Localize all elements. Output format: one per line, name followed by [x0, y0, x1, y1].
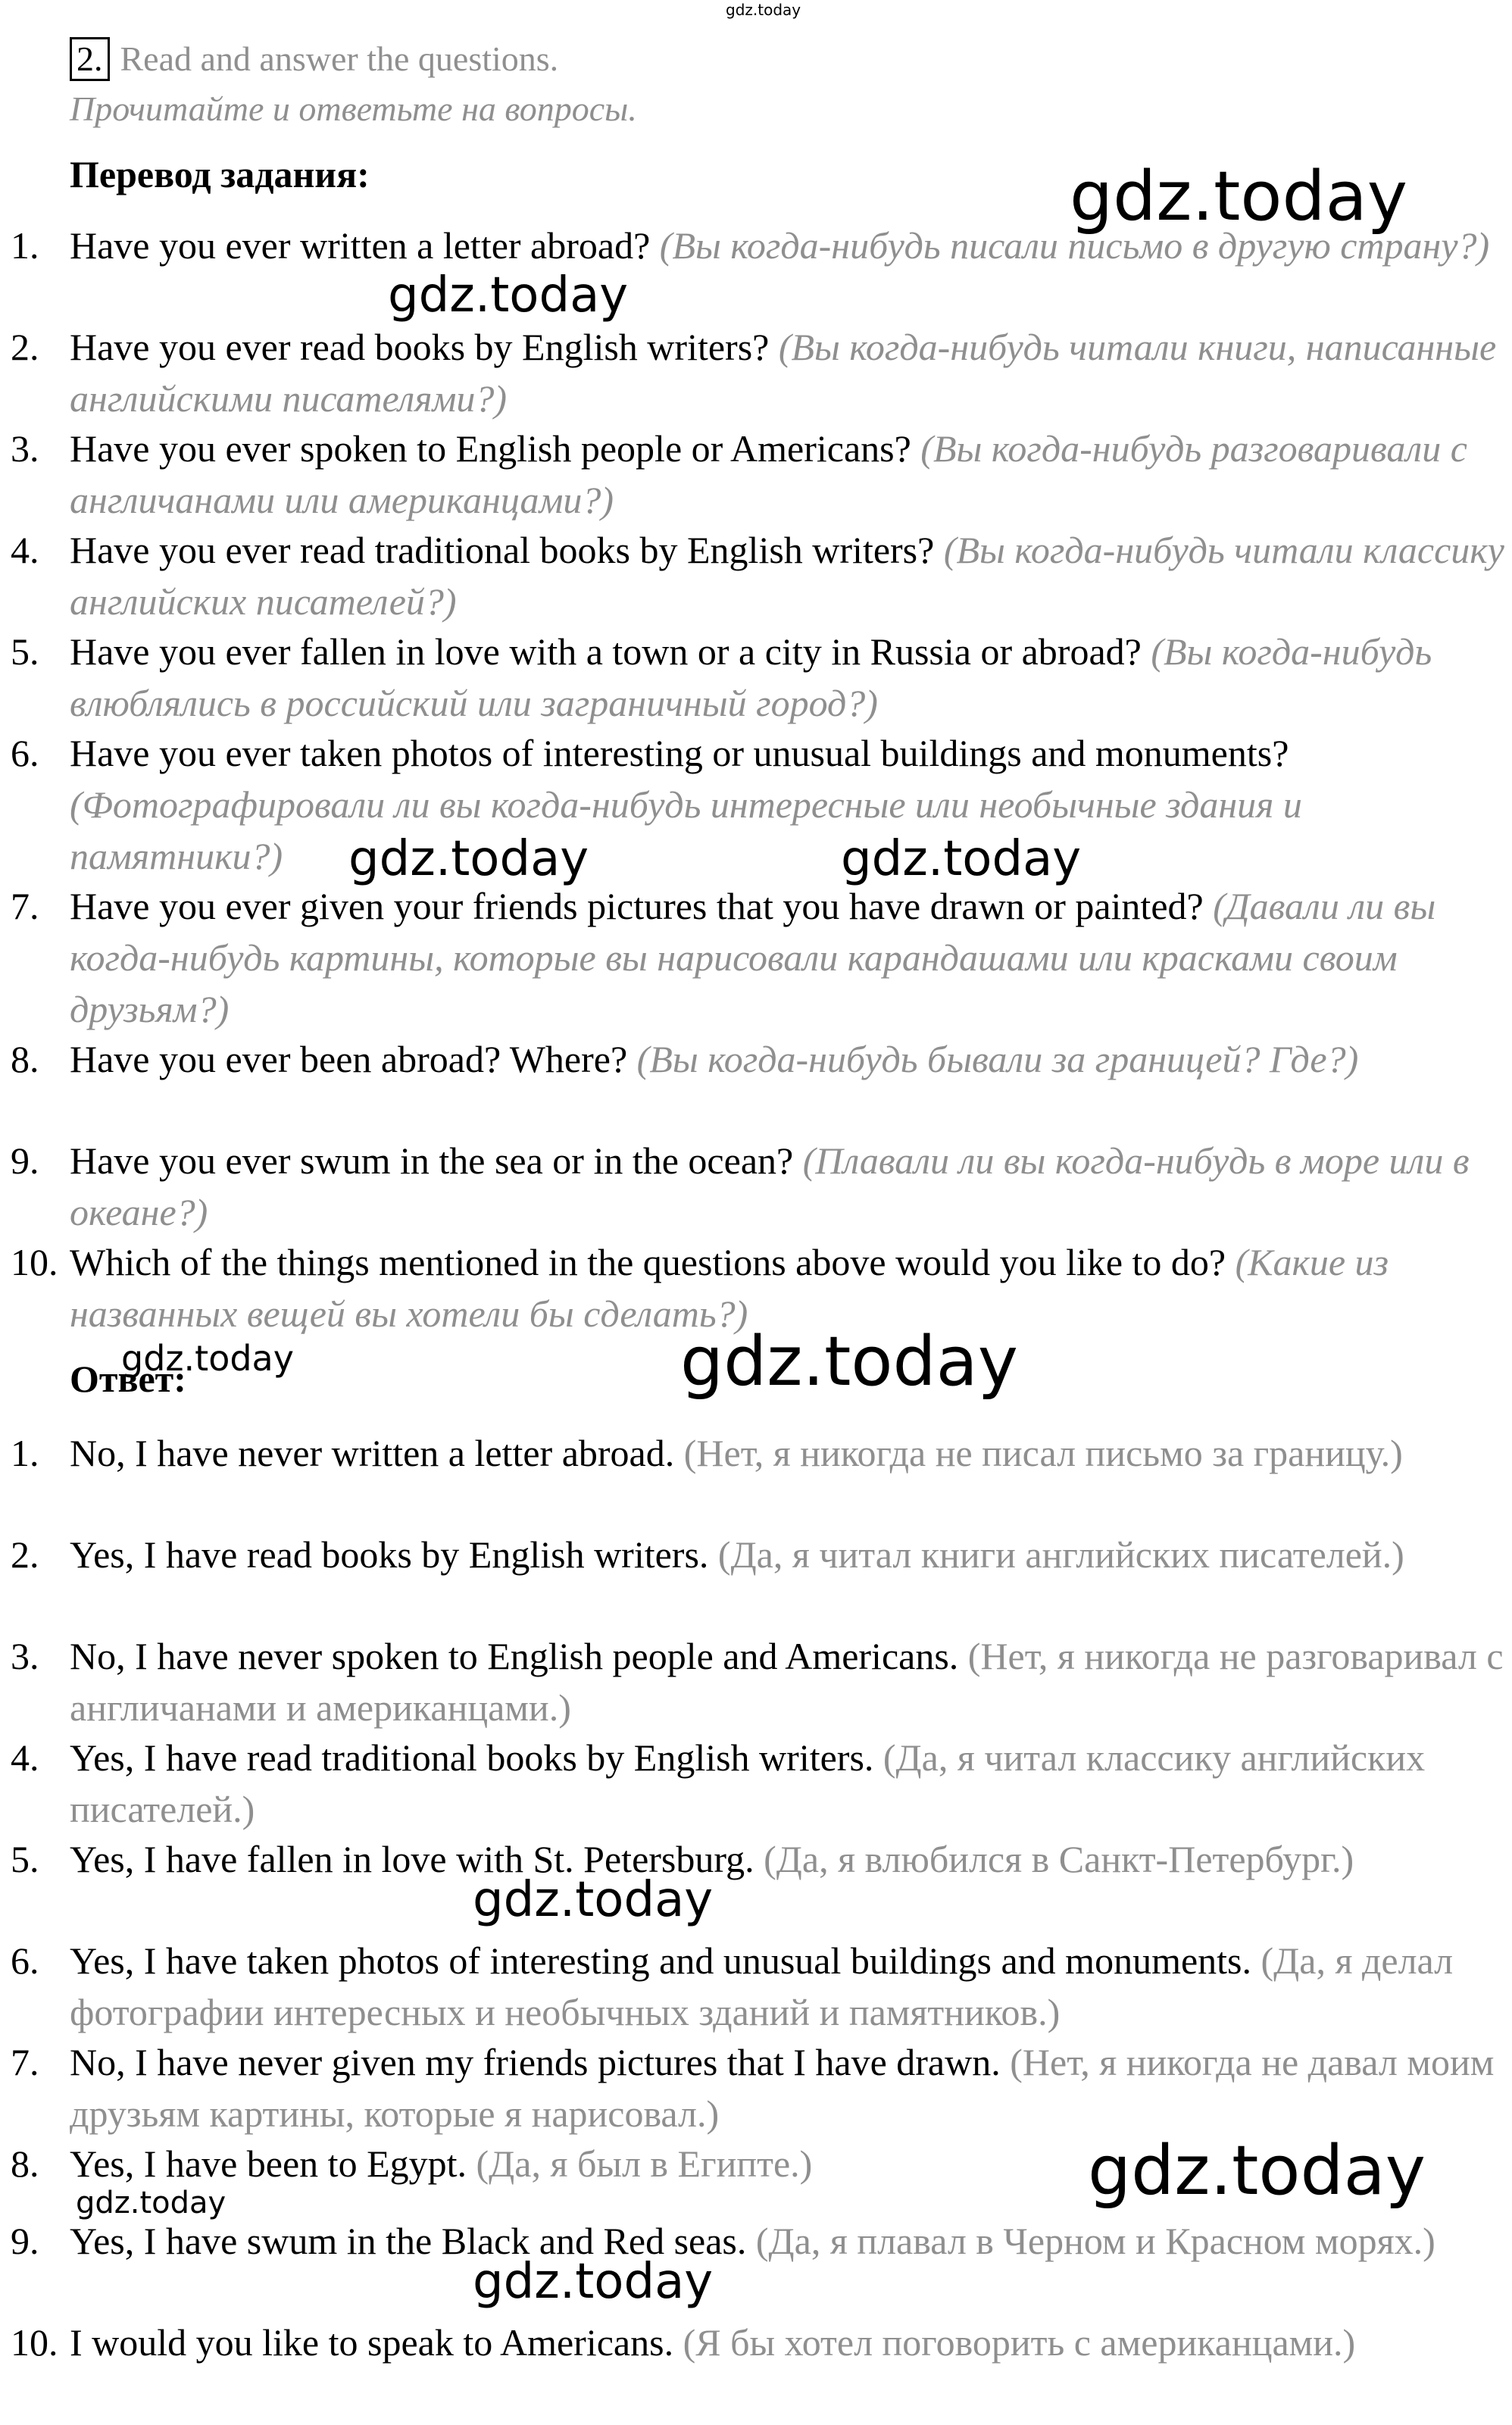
question-text: Have you ever taken photos of interesting or unusual buildings and monuments? (Фотографировали ли вы когда-нибудь интересные или необычные здания и памятники?): [70, 732, 1302, 877]
question-number: 10.: [11, 1241, 58, 1283]
watermark: gdz.today: [680, 1322, 1019, 1402]
question-number: 1.: [11, 224, 39, 267]
question-number: 8.: [11, 1038, 39, 1080]
watermark: gdz.today: [1070, 157, 1408, 236]
watermark: gdz.today: [1088, 2131, 1426, 2211]
question-number: 5.: [11, 630, 39, 673]
answer-number: 8.: [11, 2142, 39, 2185]
answer-number: 2.: [11, 1533, 39, 1576]
task-number: 2.: [70, 37, 110, 81]
question-text: Have you ever spoken to English people or Americans? (Вы когда-нибудь разговаривали с англичанами или американцами?): [70, 427, 1467, 521]
question-text: Which of the things mentioned in the questions above would you like to do? (Какие из названных вещей вы хотели бы сделать?): [70, 1241, 1389, 1335]
answer-text: Yes, I have read traditional books by English writers. (Да, я читал классику английских писателей.): [70, 1736, 1426, 1830]
question-text: Have you ever been abroad? Where? (Вы когда-нибудь бывали за границей? Где?): [70, 1038, 1359, 1080]
watermark: gdz.today: [388, 267, 629, 323]
watermark: gdz.today: [473, 1872, 714, 1928]
watermark: gdz.today: [726, 1, 801, 19]
question-text: Have you ever read traditional books by English writers? (Вы когда-нибудь читали классику английских писателей?): [70, 529, 1504, 623]
question-number: 4.: [11, 529, 39, 571]
answer-number: 7.: [11, 2041, 39, 2083]
answer-text: Yes, I have taken photos of interesting and unusual buildings and monuments. (Да, я делал фотографии интересных и необычных зданий и памятников.): [70, 1939, 1454, 2033]
question-number: 3.: [11, 427, 39, 470]
answer-text: Yes, I have been to Egypt. (Да, я был в Египте.): [70, 2142, 813, 2185]
question-text: Have you ever written a letter abroad? (Вы когда-нибудь писали письмо в другую страну?): [70, 224, 1490, 267]
answer-number: 1.: [11, 1432, 39, 1474]
translation-heading: Перевод задания:: [70, 153, 370, 195]
answer-number: 6.: [11, 1939, 39, 1982]
answer-number: 4.: [11, 1736, 39, 1779]
answer-text: I would you like to speak to Americans. (Я бы хотел поговорить с американцами.): [70, 2321, 1356, 2364]
watermark: gdz.today: [121, 1338, 294, 1379]
question-number: 6.: [11, 732, 39, 774]
watermark: gdz.today: [841, 831, 1082, 887]
answer-number: 5.: [11, 1838, 39, 1880]
task-subtitle: Прочитайте и ответьте на вопросы.: [70, 89, 637, 128]
question-text: Have you ever fallen in love with a town or a city in Russia or abroad? (Вы когда-нибудь влюблялись в российский или заграничный город?): [70, 630, 1432, 724]
answer-text: No, I have never given my friends pictures that I have drawn. (Нет, я никогда не давал моим друзьям картины, которые я нарисовал.): [70, 2041, 1495, 2135]
answer-number: 3.: [11, 1635, 39, 1677]
watermark: gdz.today: [76, 2186, 226, 2220]
answer-text: Yes, I have read books by English writers. (Да, я читал книги английских писателей.): [70, 1533, 1404, 1576]
question-number: 7.: [11, 885, 39, 927]
answer-text: Yes, I have fallen in love with St. Petersburg. (Да, я влюбился в Санкт-Петербург.): [70, 1838, 1354, 1880]
answer-number: 9.: [11, 2220, 39, 2262]
answer-text: Yes, I have swum in the Black and Red seas. (Да, я плавал в Черном и Красном морях.): [70, 2220, 1435, 2262]
question-text: Have you ever given your friends pictures that you have drawn or painted? (Давали ли вы когда-нибудь картины, которые вы нарисовали карандашами или красками своим друзьям?): [70, 885, 1436, 1030]
answer-text: No, I have never written a letter abroad. (Нет, я никогда не писал письмо за границу.): [70, 1432, 1403, 1474]
task-title: Read and answer the questions.: [120, 39, 559, 78]
answer-number: 10.: [11, 2321, 58, 2364]
question-number: 2.: [11, 326, 39, 368]
watermark: gdz.today: [348, 831, 589, 887]
question-text: Have you ever read books by English writers? (Вы когда-нибудь читали книги, написанные английскими писателями?): [70, 326, 1497, 420]
task-header: [70, 35, 558, 83]
watermark: gdz.today: [473, 2254, 714, 2310]
answer-text: No, I have never spoken to English people and Americans. (Нет, я никогда не разговаривал с англичанами и американцами.): [70, 1635, 1504, 1729]
answer-heading: Ответ:: [70, 1358, 186, 1400]
question-number: 9.: [11, 1139, 39, 1182]
question-text: Have you ever swum in the sea or in the ocean? (Плавали ли вы когда-нибудь в море или в океане?): [70, 1139, 1470, 1233]
